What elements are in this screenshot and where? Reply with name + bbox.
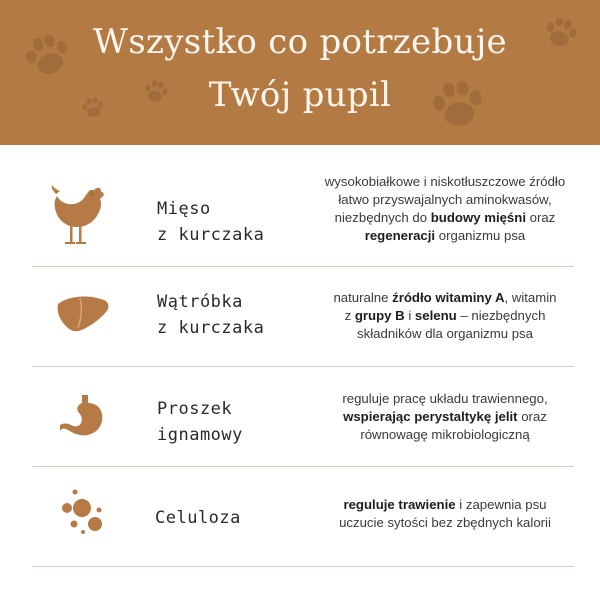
ingredient-name-line: Proszek xyxy=(157,399,233,419)
chicken-icon xyxy=(50,184,106,255)
description-text: oraz xyxy=(517,409,547,424)
description-text: i xyxy=(404,308,415,323)
ingredient-description xyxy=(300,173,590,245)
description-text: – niezbędnych xyxy=(456,308,546,323)
description-text: wysokobiałkowe i niskotłuszczowe źródło xyxy=(324,174,566,189)
ingredient-name-yam-powder xyxy=(157,396,243,448)
description-bold-text: selenu xyxy=(414,308,457,323)
ingredient-name-line: z kurczaka xyxy=(157,225,265,245)
description-bold-text: wspierając perystaltykę jelit xyxy=(343,409,518,424)
row-divider xyxy=(32,466,574,467)
description-line xyxy=(300,514,590,532)
description-line xyxy=(300,289,590,307)
description-text: z xyxy=(344,308,355,323)
description-text: składników dla organizmu psa xyxy=(357,326,533,341)
liver-icon xyxy=(54,294,110,339)
description-line xyxy=(300,496,590,514)
ingredient-name-line: Mięso xyxy=(157,199,211,219)
description-line xyxy=(300,209,590,227)
description-bold-text: reguluje trawienie xyxy=(343,497,456,512)
ingredient-name-line: Wątróbka xyxy=(157,292,243,312)
description-text: naturalne xyxy=(333,290,393,305)
description-bold-text: grupy B xyxy=(354,308,405,323)
description-text: niezbędnych do xyxy=(334,210,431,225)
description-text: reguluje pracę układu trawiennego, xyxy=(342,391,548,406)
ingredient-name-liver xyxy=(157,289,264,341)
description-bold-text: regeneracji xyxy=(364,228,436,243)
row-divider xyxy=(32,566,574,567)
description-bold-text: źródło witaminy A xyxy=(392,290,505,305)
ingredient-description xyxy=(300,289,590,343)
description-text: , witamin xyxy=(504,290,557,305)
description-text: równowagę mikrobiologiczną xyxy=(360,427,530,442)
description-line xyxy=(300,426,590,444)
ingredient-name-line: z kurczaka xyxy=(157,318,265,338)
description-text: łatwo przyswajalnych aminokwasów, xyxy=(338,192,552,207)
description-text: organizmu psa xyxy=(435,228,526,243)
row-divider xyxy=(32,266,574,267)
header-banner xyxy=(0,0,600,145)
description-line xyxy=(300,173,590,191)
ingredient-description xyxy=(300,390,590,444)
ingredient-name-chicken xyxy=(157,196,264,248)
description-bold-text: budowy mięśni xyxy=(430,210,526,225)
description-text: uczucie sytości bez zbędnych kalorii xyxy=(339,515,551,530)
description-line xyxy=(300,390,590,408)
page-title-line-2: Twój pupil xyxy=(208,75,392,115)
ingredient-name-line: ignamowy xyxy=(157,425,243,445)
ingredient-name-line: Celuloza xyxy=(155,508,241,528)
stomach-icon xyxy=(60,393,106,444)
description-line xyxy=(300,191,590,209)
description-text: i zapewnia psu xyxy=(455,497,547,512)
description-line xyxy=(300,307,590,325)
description-text: oraz xyxy=(526,210,556,225)
ingredient-description xyxy=(300,496,590,532)
description-line xyxy=(300,227,590,245)
fiber-dots-icon xyxy=(54,486,110,545)
description-line xyxy=(300,325,590,343)
ingredient-name-cellulose xyxy=(155,505,241,531)
description-line xyxy=(300,408,590,426)
row-divider xyxy=(32,366,574,367)
page-title-line-1: Wszystko co potrzebuje xyxy=(93,22,507,62)
